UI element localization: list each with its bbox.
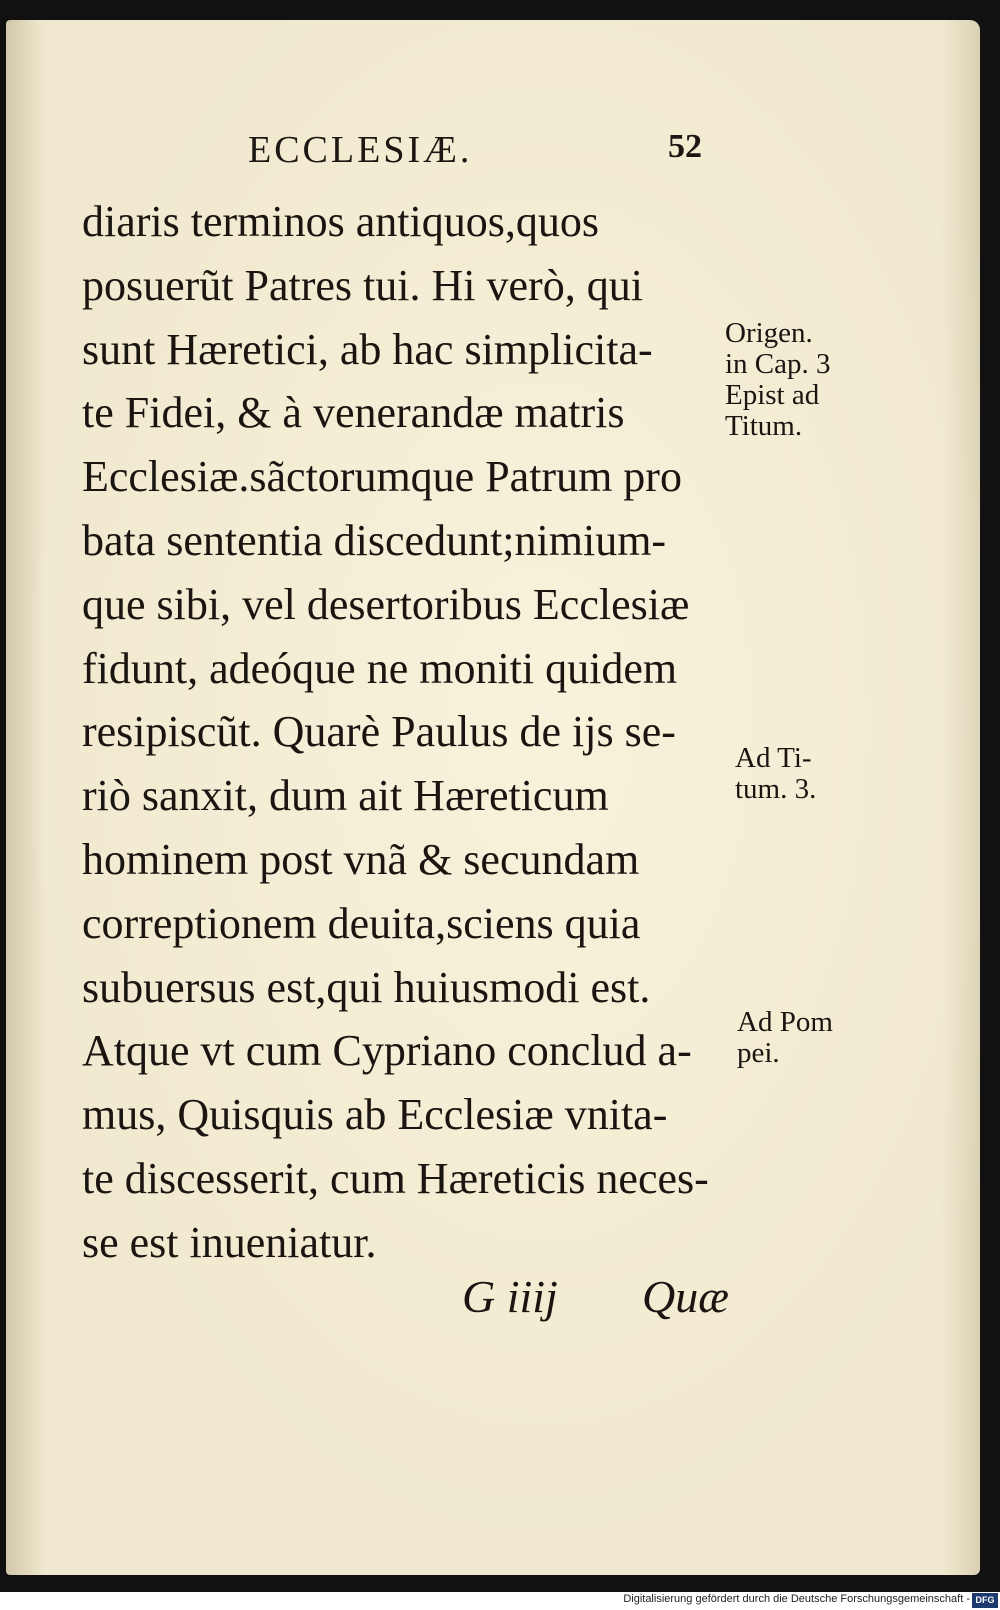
- text-line: subuersus est,qui huiusmodi est.: [82, 962, 651, 1012]
- signature-mark: G iiij: [462, 1271, 558, 1322]
- text-line: hominem post vnã & secundam: [82, 834, 640, 884]
- margin-note-line: Origen.: [725, 317, 813, 349]
- margin-note-ad-titum: [735, 743, 816, 805]
- margin-note-line: Titum.: [725, 410, 803, 442]
- margin-note-line: tum. 3.: [735, 773, 817, 805]
- catchword: Quæ: [642, 1271, 729, 1322]
- text-line: sunt Hæretici, ab hac simplicita-: [82, 324, 653, 374]
- text-line: correptionem deuita,sciens quia: [82, 898, 641, 948]
- margin-note-line: in Cap. 3: [725, 348, 831, 380]
- text-line: Ecclesiæ.sãctorumque Patrum pro: [82, 452, 682, 502]
- margin-note-line: pei.: [737, 1037, 780, 1069]
- main-text-block: [82, 190, 722, 1275]
- margin-note-line: Ad Ti-: [735, 742, 812, 774]
- digitization-credit: Digitalisierung gefördert durch die Deutsche Forschungsgemeinschaft -: [623, 1593, 970, 1605]
- margin-note-origen: [725, 318, 831, 442]
- text-line: se est inueniatur.: [82, 1217, 377, 1267]
- dfg-logo: DFG: [972, 1593, 998, 1608]
- margin-note-line: Epist ad: [725, 379, 820, 411]
- page-number: 52: [668, 128, 702, 165]
- text-line: que sibi, vel desertoribus Ecclesiæ: [82, 579, 690, 629]
- text-line: posuerũt Patres tui. Hi verò, qui: [82, 260, 643, 310]
- text-line: Atque vt cum Cypriano conclud a-: [82, 1026, 692, 1076]
- text-line: te discesserit, cum Hæreticis neces-: [82, 1153, 709, 1203]
- margin-note-line: Ad Pom: [737, 1006, 833, 1038]
- text-line: diaris terminos antiquos,quos: [82, 197, 599, 246]
- text-line: fidunt, adeóque ne moniti quidem: [82, 643, 678, 693]
- credit-bar: [0, 1592, 1000, 1610]
- text-line: mus, Quisquis ab Ecclesiæ vnita-: [82, 1090, 668, 1140]
- text-line: te Fidei, & à venerandæ matris: [82, 388, 625, 438]
- running-head: ECCLESIÆ.: [248, 129, 473, 171]
- text-line: bata sententia discedunt;nimium-: [82, 515, 667, 565]
- margin-note-ad-pompei: [737, 1007, 833, 1069]
- text-line: riò sanxit, dum ait Hæreticum: [82, 771, 609, 821]
- text-line: resipiscũt. Quarè Paulus de ijs se-: [82, 707, 676, 757]
